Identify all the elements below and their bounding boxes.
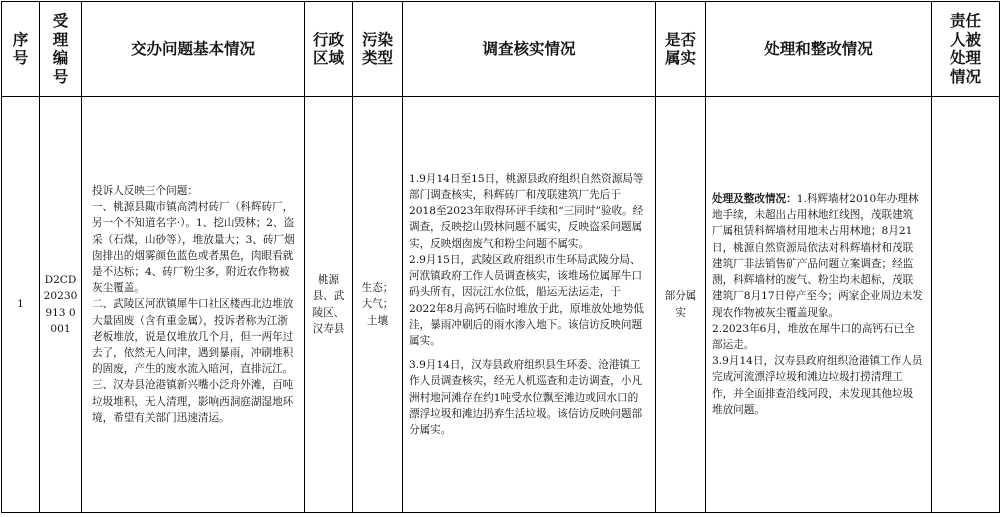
handling-text (706, 191, 931, 418)
header-is-true: 是否属实 (656, 2, 706, 97)
cell-problem: 投诉人反映三个问题： 一、桃源县陬市镇高湾村砖厂（科辉砖厂，另一个不知道名字·）。1、挖山毁林；2、盗采（石煤，山砂等），堆放量大；3、砖厂烟囱排出的烟雾颜色蓝色或者黑色，肉眼看就是不达标；4、砖厂粉尘多，附近农作物被灰尘覆盖。 二、武陵区河洑镇犀牛口社区楼西北边堆放大量固废（含有重金属），投诉者称为江浙老板堆放，说是仅堆放几个月，但一两年过去了，依然无人问津，遇到暴雨，冲刷堆积的固废，产生的废水流入暗河，直排沅江。 三、汉寿县沧港镇新兴嘴小泛舟外滩，百吨垃圾堆积，无人清理，影响西洞庭湖湿地环境，希望有关部门迅速清运。 (82, 97, 305, 513)
cell-handling (706, 97, 932, 513)
header-region: 行政区域 (305, 2, 353, 97)
header-accept-no: 受理编号 (40, 2, 82, 97)
cell-accountability (932, 97, 1000, 513)
table-row (2, 97, 1000, 513)
header-pollution-type: 污染类型 (353, 2, 403, 97)
cell-is-true: 部分属实 (656, 97, 706, 513)
header-seq: 序号 (2, 2, 40, 97)
header-problem: 交办问题基本情况 (82, 2, 305, 97)
header-investigation: 调查核实情况 (403, 2, 656, 97)
investigation-paragraph: 1.9月14日至15日，桃源县政府组织自然资源局等部门调查核实，科辉砖厂和茂联建筑厂先后于2018至2023年取得环评手续和“三同时”验收。经调查，反映挖山毁林问题不属实，反映盗采问题属实，反映烟囱废气和粉尘问题不属实。 2.9月15日，武陵区政府组织市生环局武陵分局、河洑镇政府工作人员调查核实，该堆场位属犀牛口码头所有，因沅江水位低，船运无法运走，于2022年8月高钙石临时堆放于此，原堆放处地势低洼，暴雨冲刷后的雨水渗入地下。该信访反映问题属实。 (409, 172, 644, 347)
cell-accept-no: D2CD20230913 0001 (40, 97, 82, 513)
complaint-table (1, 1, 1000, 513)
handling-lead: 处理及整改情况： (712, 193, 797, 206)
cell-seq: 1 (2, 97, 40, 513)
cell-pollution-type: 生态；大气；土壤 (353, 97, 403, 513)
cell-region: 桃源县、武陵区、汉寿县 (305, 97, 353, 513)
handling-items: 1.科辉墙材2010年办理林地手续，未超出占用林地红线图，茂联建筑厂属租赁科辉墙材用地未占用林地；8月21日，桃源自然资源局依法对科辉墙材和茂联建筑厂非法销售矿产品问题立案调查；经监测，科辉墙材的废气、粉尘均未超标，茂联建筑厂8月17日停产至今；两家企业周边未发现农作物被灰尘覆盖现象。 2.2023年6月，堆放在犀牛口的高钙石已全部运走。 3.9月14日，汉寿县政府组织沧港镇工作人员完成河流漂浮垃圾和滩边垃圾打捞清理工作，并全面排查沿线河段，未发现其他垃圾堆放问题。 (712, 193, 923, 416)
header-row (2, 2, 1000, 97)
cell-investigation (403, 97, 656, 513)
investigation-paragraph: 3.9月14日，汉寿县政府组织县生环委、沧港镇工作人员调查核实，经无人机巡查和走访调查，小凡洲村地河滩存在约1吨受水位飘至滩边或回水口的漂浮垃圾和滩边扔弃生活垃圾。该信访反映问题部分属实。 (409, 359, 643, 436)
header-accountability: 责任人被处理情况 (932, 2, 1000, 97)
header-handling: 处理和整改情况 (706, 2, 932, 97)
